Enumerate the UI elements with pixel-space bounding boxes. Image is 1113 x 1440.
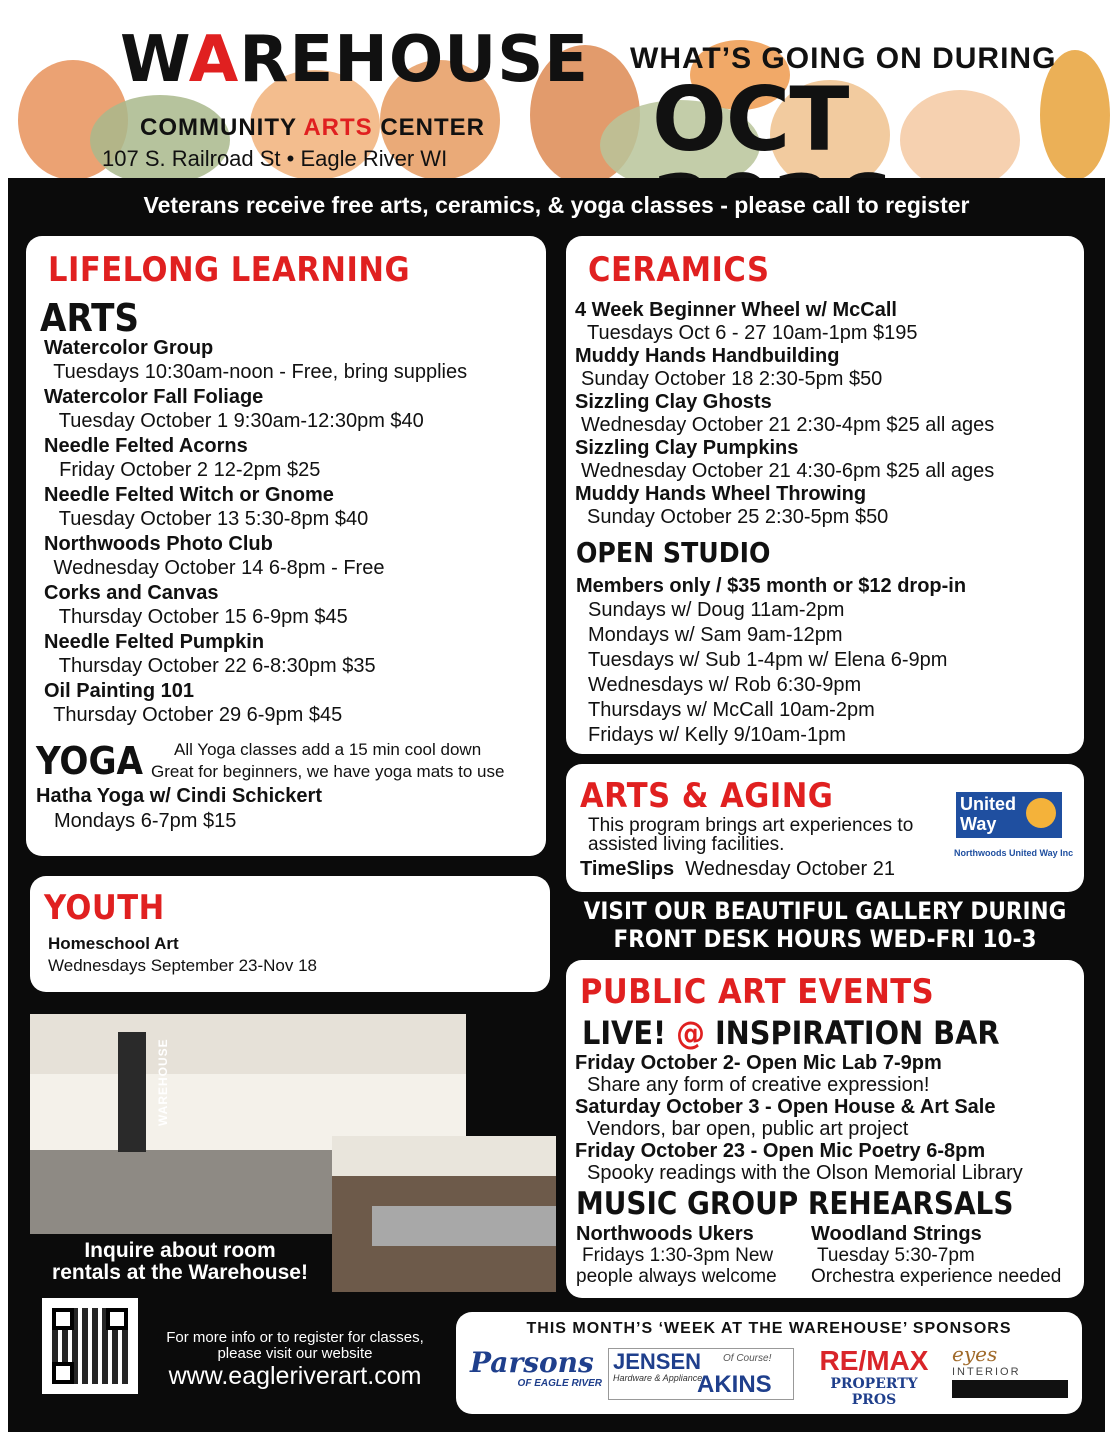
parsons-name: Parsons [470,1346,594,1379]
youth-class-detail: Wednesdays September 23-Nov 18 [48,956,318,975]
uw-line-1: United [960,794,1016,814]
class-title: Needle Felted Pumpkin [44,631,265,653]
class-title: Northwoods Photo Club [44,533,273,555]
class-detail: Thursday October 15 6-9pm $45 [48,606,348,628]
class-title: Friday October 2- Open Mic Lab 7-9pm [575,1052,942,1074]
ceiling [30,1014,466,1074]
ukers-title: Northwoods Ukers [576,1223,754,1245]
aging-desc-1: This program brings art experiences to [588,815,914,836]
public-art-heading: PUBLIC ART EVENTS [580,972,935,1012]
warehouse-banner-text: WAREHOUSE [156,1038,170,1126]
class-detail: Thursday October 29 6-9pm $45 [48,704,343,726]
strings-title: Woodland Strings [811,1223,982,1245]
strings-group [811,1224,1061,1287]
parsons-sub: OF EAGLE RIVER [517,1378,602,1389]
class-detail: Thursday October 22 6-8:30pm $35 [48,655,376,677]
more-info-line-1: For more info or to register for classes, [166,1329,424,1346]
remax-name: RE/MAX [819,1345,929,1376]
jensen-name: JENSEN [613,1349,702,1374]
remax-logo [808,1345,940,1408]
class-title: Needle Felted Witch or Gnome [44,484,334,506]
page-header [0,0,1113,178]
united-way-logo [956,792,1062,838]
class-detail: Tuesday October 13 5:30-8pm $40 [48,508,369,530]
timeslips-entry: TimeSlips Wednesday October 21 [580,858,896,880]
arts-aging-panel [566,764,1084,892]
live-inspiration-heading: LIVE! @ INSPIRATION BAR [582,1014,1000,1052]
events-list [575,1052,1080,1184]
class-detail: Wednesday October 14 6-8pm - Free [48,557,385,579]
jensen-sub: Hardware & Appliance [613,1373,703,1383]
yoga-note-2: Great for beginners, we have yoga mats to use [151,762,505,781]
sponsors-panel [456,1312,1082,1414]
strings-line-1: Tuesday 5:30-7pm [817,1245,975,1266]
united-way-caption: Northwoods United Way Inc [954,848,1074,858]
gallery-line-2: FRONT DESK HOURS WED-FRI 10-3 [613,925,1037,953]
qr-corner [52,1308,74,1330]
bar-counter [372,1206,556,1246]
united-way-hand-icon [1026,798,1056,828]
youth-panel [30,876,550,992]
parsons-logo [470,1348,602,1398]
class-title: Corks and Canvas [44,582,219,604]
public-art-panel [566,960,1084,1298]
akins-name: AKINS [697,1371,772,1398]
room-rental-line-2: rentals at the Warehouse! [52,1261,308,1284]
class-title: Watercolor Fall Foliage [44,386,264,408]
qr-corner [52,1362,74,1384]
class-title: Sizzling Clay Pumpkins [575,437,799,459]
arts-heading: ARTS [40,296,140,340]
arts-list [44,336,539,728]
more-info-line-2: please visit our website [217,1345,373,1362]
brand-logo: WAREHOUSE [120,23,589,97]
yoga-note-1: All Yoga classes add a 15 min cool down [174,740,482,759]
class-title: Muddy Hands Handbuilding [575,345,840,367]
open-studio-list [588,598,947,748]
website-link[interactable]: www.eagleriverart.com [168,1362,422,1390]
strings-line-2: Orchestra experience needed [811,1266,1062,1287]
remax-sub: PROPERTY PROS [830,1376,918,1408]
class-detail: Vendors, bar open, public art project [587,1118,909,1140]
class-title: Needle Felted Acorns [44,435,248,457]
yoga-class-detail: Mondays 6-7pm $15 [54,810,237,832]
class-detail: Tuesdays Oct 6 - 27 10am-1pm $195 [587,322,918,344]
lifelong-heading: LIFELONG LEARNING [48,250,411,290]
class-title: Friday October 23 - Open Mic Poetry 6-8pm [575,1140,986,1162]
open-studio-item: Tuesdays w/ Sub 1-4pm w/ Elena 6-9pm [588,649,948,671]
eyes-name: eyes [952,1342,998,1366]
yoga-heading: YOGA [36,739,143,783]
open-studio-item: Thursdays w/ McCall 10am-2pm [588,699,875,721]
aging-desc-2: assisted living facilities. [588,834,785,855]
room-rental-line-1: Inquire about room [84,1239,276,1262]
address: 107 S. Railroad St • Eagle River WI [102,146,448,171]
open-studio-heading: OPEN STUDIO [576,536,771,569]
youth-class-title: Homeschool Art [48,934,179,953]
class-title: Muddy Hands Wheel Throwing [575,483,867,505]
class-detail: Tuesdays 10:30am-noon - Free, bring supplies [48,361,468,383]
room-rental-note [30,1240,330,1284]
uw-line-2: Way [960,814,997,834]
jensen-akins-logo [608,1348,794,1400]
class-title: Watercolor Group [44,337,214,359]
class-detail: Friday October 2 12-2pm $25 [48,459,321,481]
lifelong-learning-panel [26,236,546,856]
class-detail: Share any form of creative expression! [587,1074,930,1096]
qr-corner [106,1308,128,1330]
class-title: Oil Painting 101 [44,680,195,702]
ceramics-list [575,298,1080,528]
gallery-line-1: VISIT OUR BEAUTIFUL GALLERY DURING [583,897,1067,925]
month-title: OCT [652,68,849,171]
going-on-label: WHAT’S GOING ON DURING [630,42,1057,75]
ukers-group [576,1224,777,1287]
youth-heading: YOUTH [44,888,165,928]
eyes-sub: INTERIOR [952,1366,1021,1378]
music-heading: MUSIC GROUP REHEARSALS [576,1186,1014,1222]
ceramics-heading: CERAMICS [588,250,770,290]
class-title: Sizzling Clay Ghosts [575,391,772,413]
ukers-line-2: people always welcome [576,1266,777,1287]
veterans-note: Veterans receive free arts, ceramics, & yoga classes - please call to register [143,192,970,218]
class-detail: Wednesday October 21 2:30-4pm $25 all ages [581,414,995,436]
eyes-contact-bar [952,1380,1068,1398]
bar-ceiling [332,1136,556,1176]
more-info [150,1330,440,1362]
gallery-note [566,897,1084,953]
ukers-line-1: Fridays 1:30-3pm New [582,1245,774,1266]
class-title: 4 Week Beginner Wheel w/ McCall [575,299,897,321]
open-studio-item: Fridays w/ Kelly 9/10am-1pm [588,724,846,746]
class-detail: Sunday October 18 2:30-5pm $50 [581,368,883,390]
warehouse-banner [118,1032,146,1152]
class-title: Saturday October 3 - Open House & Art Sale [575,1096,996,1118]
arts-aging-heading: ARTS & AGING [580,776,834,816]
open-studio-item: Sundays w/ Doug 11am-2pm [588,599,845,621]
open-studio-subtitle: Members only / $35 month or $12 drop-in [576,575,967,597]
qr-code[interactable] [42,1298,138,1394]
brand-subtitle: COMMUNITY ARTS CENTER [140,114,486,141]
class-detail: Wednesday October 21 4:30-6pm $25 all ages [581,460,995,482]
yoga-class-title: Hatha Yoga w/ Cindi Schickert [36,785,322,807]
class-detail: Spooky readings with the Olson Memorial Library [587,1162,1023,1184]
open-studio-item: Mondays w/ Sam 9am-12pm [588,624,843,646]
venue-photo-bar [332,1136,556,1292]
ceramics-panel [566,236,1084,754]
ofcourse-text: Of Course! [723,1353,772,1364]
eyes-interior-logo [952,1342,1068,1404]
open-studio-item: Wednesdays w/ Rob 6:30-9pm [588,674,862,696]
class-detail: Tuesday October 1 9:30am-12:30pm $40 [48,410,424,432]
class-detail: Sunday October 25 2:30-5pm $50 [587,506,889,528]
sponsors-heading: THIS MONTH’S ‘WEEK AT THE WAREHOUSE’ SPONSORS [526,1320,1012,1337]
